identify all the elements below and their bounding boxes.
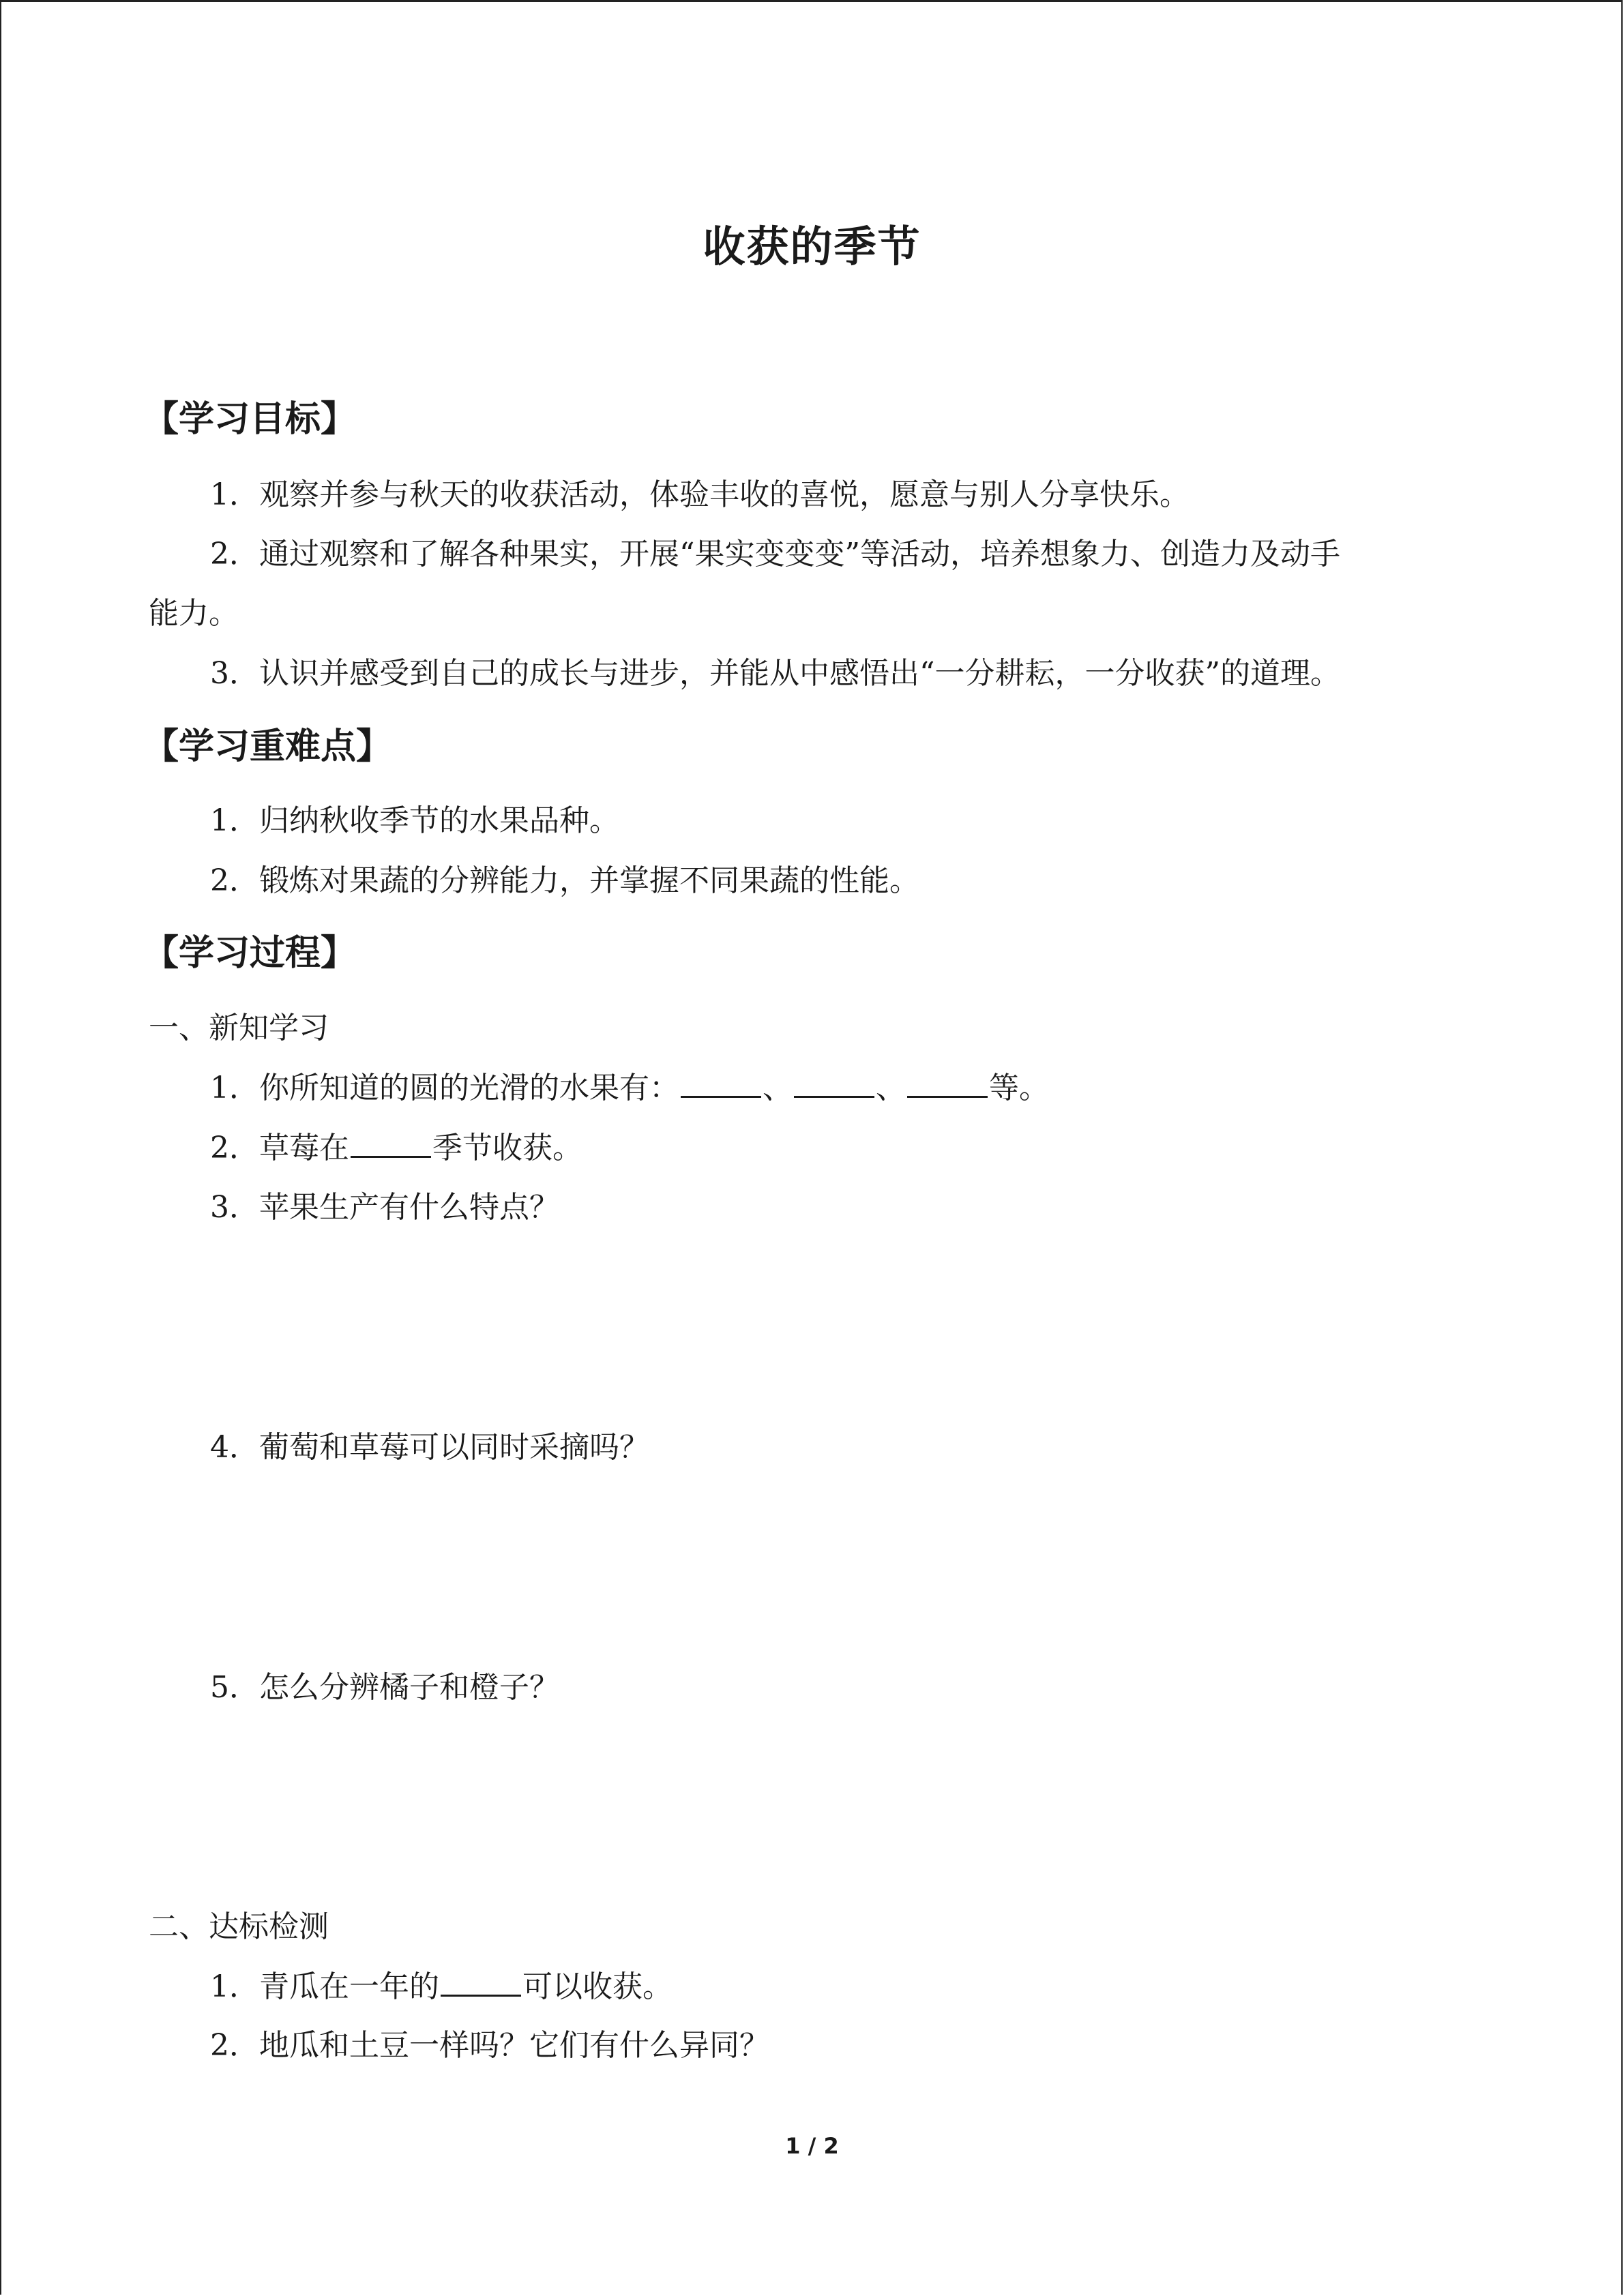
answer-blank[interactable] bbox=[441, 1967, 521, 1997]
test-question-2: 2．地瓜和土豆一样吗？它们有什么异同？ bbox=[210, 2028, 769, 2063]
question-1-suffix: 等。 bbox=[989, 1071, 1049, 1105]
question-2-suffix: 季节收获。 bbox=[432, 1131, 582, 1165]
question-3: 3．苹果生产有什么特点？ bbox=[210, 1190, 559, 1225]
key-point-item-1: 1．归纳秋收季节的水果品种。 bbox=[210, 803, 619, 838]
part1-label: 一、新知学习 bbox=[149, 1011, 329, 1045]
goal-item-2: 2．通过观察和了解各种果实，开展“果实变变变”等活动，培养想象力、创造力及动手 bbox=[210, 537, 1340, 571]
page-number: 1 / 2 bbox=[785, 2133, 839, 2159]
answer-blank[interactable] bbox=[351, 1129, 431, 1158]
question-2-prefix: 2．草莓在 bbox=[210, 1131, 349, 1165]
part2-label: 二、达标检测 bbox=[149, 1909, 329, 1944]
question-5: 5．怎么分辨橘子和橙子？ bbox=[210, 1670, 559, 1705]
goal-item-1: 1．观察并参与秋天的收获活动，体验丰收的喜悦，愿意与别人分享快乐。 bbox=[210, 477, 1190, 512]
question-1 bbox=[210, 1069, 1049, 1107]
answer-blank[interactable] bbox=[907, 1069, 988, 1098]
question-1-separator: 、 bbox=[763, 1071, 793, 1105]
key-point-item-2: 2．锻炼对果蔬的分辨能力，并掌握不同果蔬的性能。 bbox=[210, 863, 919, 898]
test-question-1-prefix: 1．青瓜在一年的 bbox=[210, 1969, 439, 2004]
document-title: 收获的季节 bbox=[703, 222, 921, 271]
section-heading-goals: 【学习目标】 bbox=[143, 399, 357, 440]
goal-item-2-continued: 能力。 bbox=[149, 596, 239, 631]
answer-blank[interactable] bbox=[794, 1069, 874, 1098]
question-2 bbox=[210, 1129, 582, 1167]
answer-blank[interactable] bbox=[681, 1069, 761, 1098]
test-question-1 bbox=[210, 1967, 673, 2006]
question-4: 4．葡萄和草莓可以同时采摘吗？ bbox=[210, 1430, 649, 1465]
section-heading-key-points: 【学习重难点】 bbox=[143, 726, 392, 767]
test-question-1-suffix: 可以收获。 bbox=[522, 1969, 673, 2004]
section-heading-process: 【学习过程】 bbox=[143, 933, 357, 974]
goal-item-3: 3．认识并感受到自己的成长与进步，并能从中感悟出“一分耕耘，一分收获”的道理。 bbox=[210, 656, 1340, 691]
question-1-separator: 、 bbox=[876, 1071, 906, 1105]
question-1-prefix: 1．你所知道的圆的光滑的水果有： bbox=[210, 1071, 679, 1105]
